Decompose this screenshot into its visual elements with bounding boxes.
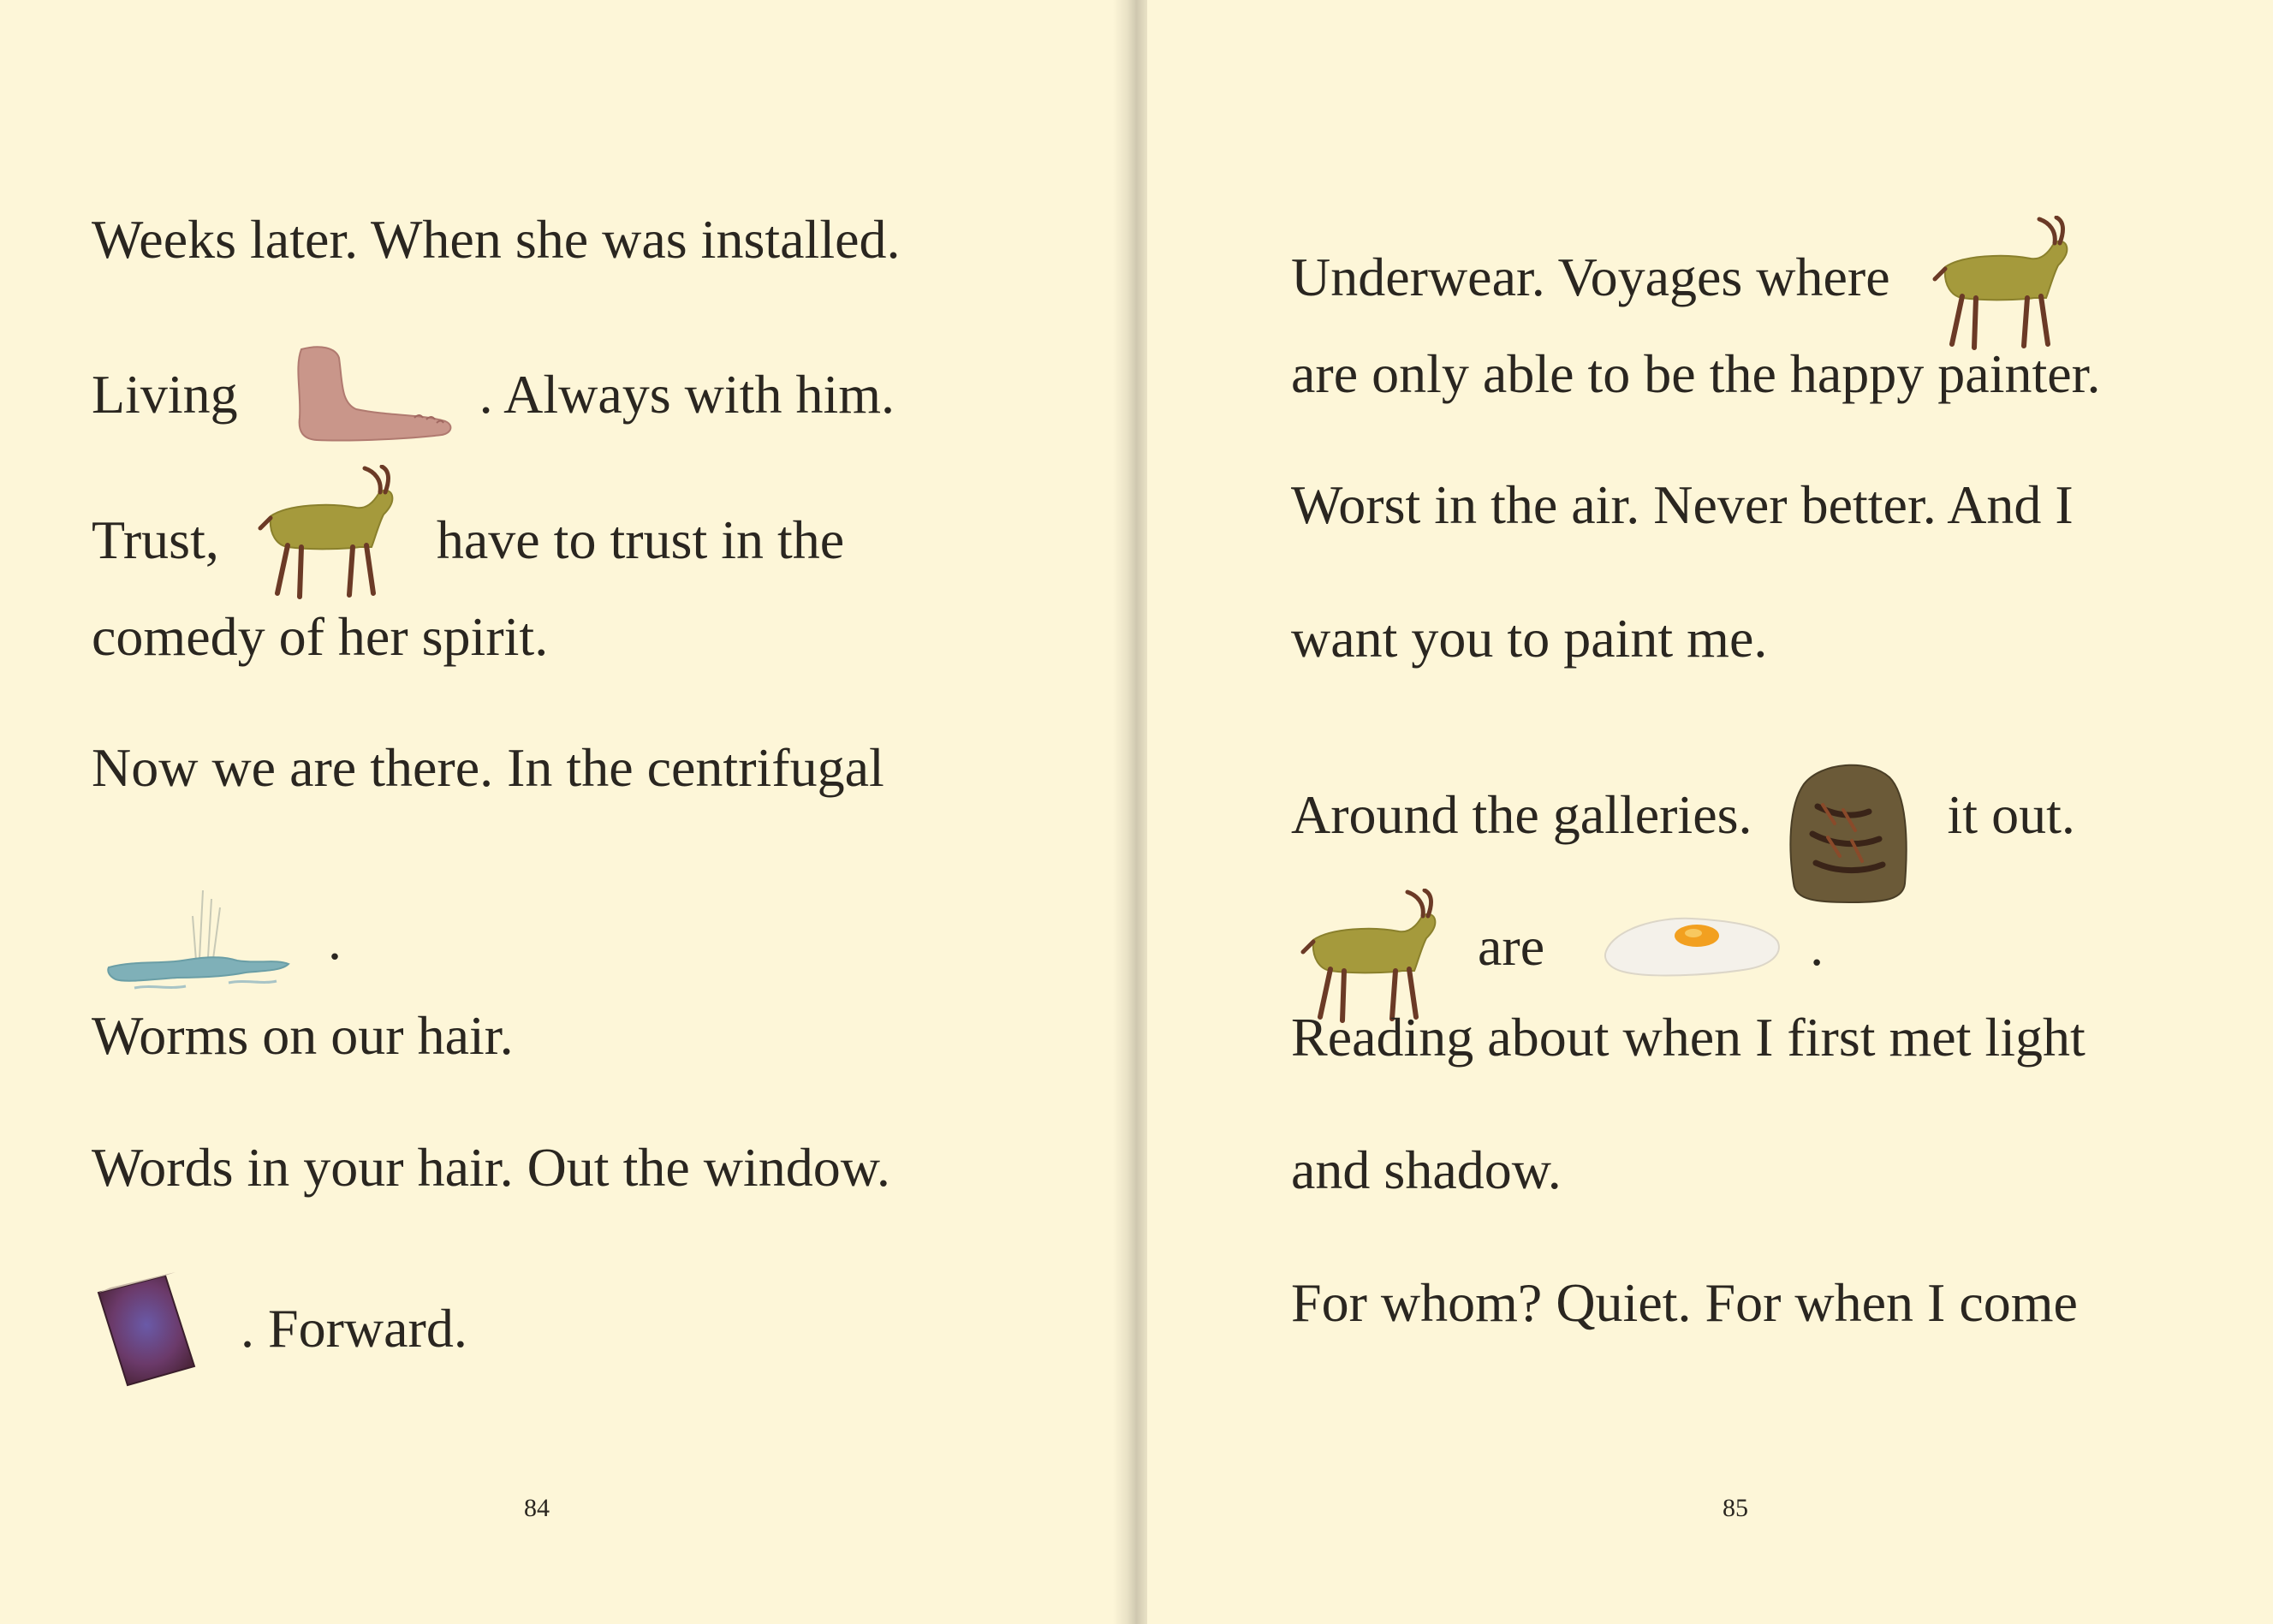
text-line: . bbox=[92, 882, 342, 937]
text-line: Reading about when I first met light bbox=[1291, 1007, 2086, 1068]
text-line: Worst in the air. Never better. And I bbox=[1291, 474, 2074, 535]
text-line: Words in your hair. Out the window. bbox=[92, 1137, 890, 1198]
text-line: Around the galleries. it out. bbox=[1291, 743, 2075, 798]
goat-icon bbox=[1928, 216, 2074, 353]
text-line: comedy of her spirit. bbox=[92, 606, 549, 667]
text-line: For whom? Quiet. For when I come bbox=[1291, 1272, 2078, 1333]
text-line: Living . Always with him. bbox=[92, 344, 895, 399]
page-number: 84 bbox=[524, 1494, 550, 1522]
foot-icon bbox=[286, 339, 457, 450]
text-line: are only able to be the happy painter. bbox=[1291, 343, 2101, 404]
fried-egg-icon bbox=[1598, 907, 1786, 984]
text-line: Trust, have to trust in the bbox=[92, 477, 844, 532]
goat-icon bbox=[1296, 889, 1442, 1026]
text-line: and shadow. bbox=[1291, 1139, 1562, 1200]
book-icon bbox=[92, 1270, 220, 1390]
text-line: Now we are there. In the centrifugal bbox=[92, 737, 884, 798]
page-number: 85 bbox=[1723, 1494, 1748, 1522]
splash-icon bbox=[100, 882, 297, 1010]
text-line: Weeks later. When she was installed. bbox=[92, 209, 901, 270]
goat-icon bbox=[253, 465, 399, 602]
text-line: Worms on our hair. bbox=[92, 1005, 514, 1066]
text-line: want you to paint me. bbox=[1291, 608, 1768, 669]
text-line: Underwear. Voyages where bbox=[1291, 214, 2074, 269]
right-page bbox=[1147, 0, 2273, 1624]
text-line: . Forward. bbox=[92, 1274, 467, 1329]
left-page bbox=[0, 0, 1122, 1624]
text-line: are . bbox=[1291, 883, 1824, 938]
